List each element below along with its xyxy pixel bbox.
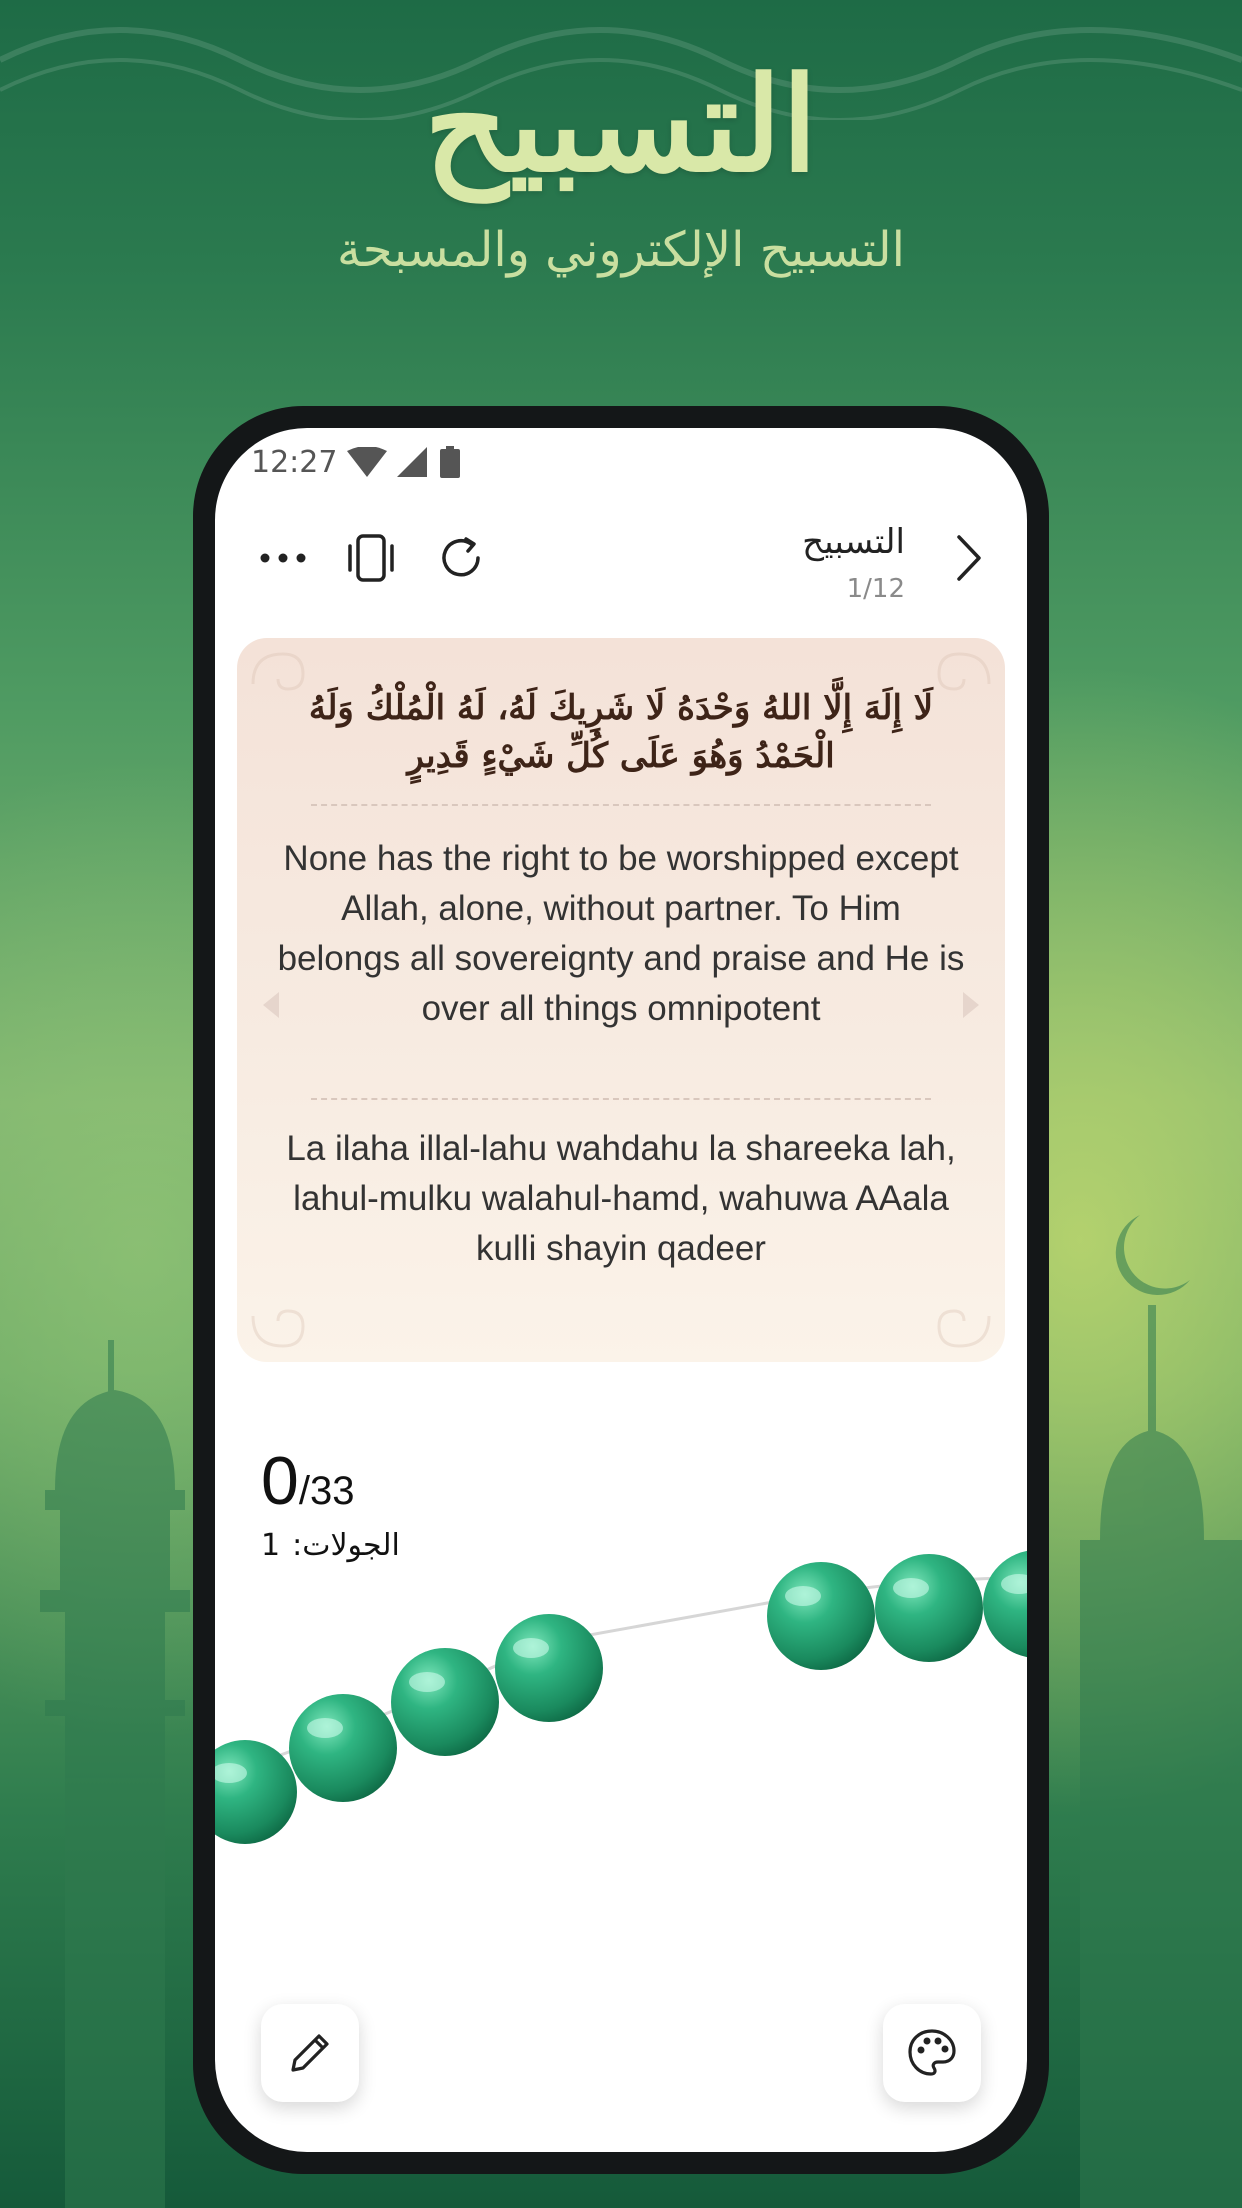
toolbar-title: التسبيح <box>802 522 905 562</box>
rounds-value: 1 <box>261 1528 281 1563</box>
chevron-right-icon <box>954 533 984 583</box>
dhikr-arabic-text: لَا إِلَهَ إِلَّا اللهُ وَحْدَهُ لَا شَرِيكَ لَهُ، لَهُ الْمُلْكُ وَلَهُ الْحَمْدُ وَهُوَ عَلَى كُلِّ شَيْءٍ قَدِيرٍ <box>308 688 934 776</box>
wifi-icon <box>347 447 387 477</box>
bead <box>391 1648 499 1756</box>
count-total: /33 <box>298 1469 355 1513</box>
status-time: 12:27 <box>251 444 338 480</box>
mosque-right-silhouette <box>1040 1210 1242 2208</box>
corner-ornament-icon <box>243 1296 323 1356</box>
phone-screen <box>215 428 1027 2152</box>
vibrate-icon <box>344 532 398 584</box>
vibrate-button[interactable] <box>339 526 403 590</box>
dashed-divider <box>311 1098 931 1100</box>
reset-button[interactable] <box>429 526 493 590</box>
bead <box>767 1562 875 1670</box>
page-counter: 1/12 <box>846 574 905 604</box>
corner-ornament-icon <box>919 1296 999 1356</box>
tasbih-counter <box>261 1442 354 1520</box>
card-prev-arrow-icon[interactable] <box>259 990 283 1020</box>
bead <box>983 1550 1027 1658</box>
pencil-icon <box>285 2028 335 2078</box>
dhikr-transliteration: La ilaha illal-lahu wahdahu la shareeka lah, lahul-mulku walahul-hamd, wahuwa AAala kulli shayin qadeer <box>286 1129 956 1268</box>
hero-subtitle: التسبيح الإلكتروني والمسبحة <box>336 222 905 278</box>
count-current: 0 <box>261 1443 299 1519</box>
more-icon <box>259 552 307 564</box>
toolbar <box>215 508 1027 618</box>
hero-header <box>0 0 1242 330</box>
dashed-divider <box>311 804 931 806</box>
edit-button[interactable] <box>261 2004 359 2102</box>
bead <box>215 1740 297 1844</box>
rounds-label: الجولات: <box>292 1528 400 1563</box>
bead <box>289 1694 397 1802</box>
signal-icon <box>397 447 429 477</box>
bead <box>875 1554 983 1662</box>
palette-icon <box>905 2026 959 2080</box>
theme-button[interactable] <box>883 2004 981 2102</box>
battery-icon <box>439 446 461 478</box>
card-next-arrow-icon[interactable] <box>959 990 983 1020</box>
phone-frame <box>193 406 1049 2174</box>
dhikr-translation: None has the right to be worshipped except Allah, alone, without partner. To Him belongs all sovereignty and praise and He is over all things omnipotent <box>277 839 965 1028</box>
reset-icon <box>436 533 486 583</box>
rounds-indicator <box>261 1528 400 1563</box>
next-dhikr-button[interactable] <box>937 526 1001 590</box>
more-button[interactable] <box>251 526 315 590</box>
minaret-left-silhouette <box>20 1340 210 2208</box>
status-bar <box>251 440 461 484</box>
bead <box>495 1614 603 1722</box>
hero-title: التسبيح <box>424 48 818 201</box>
dhikr-card[interactable] <box>237 638 1005 1362</box>
